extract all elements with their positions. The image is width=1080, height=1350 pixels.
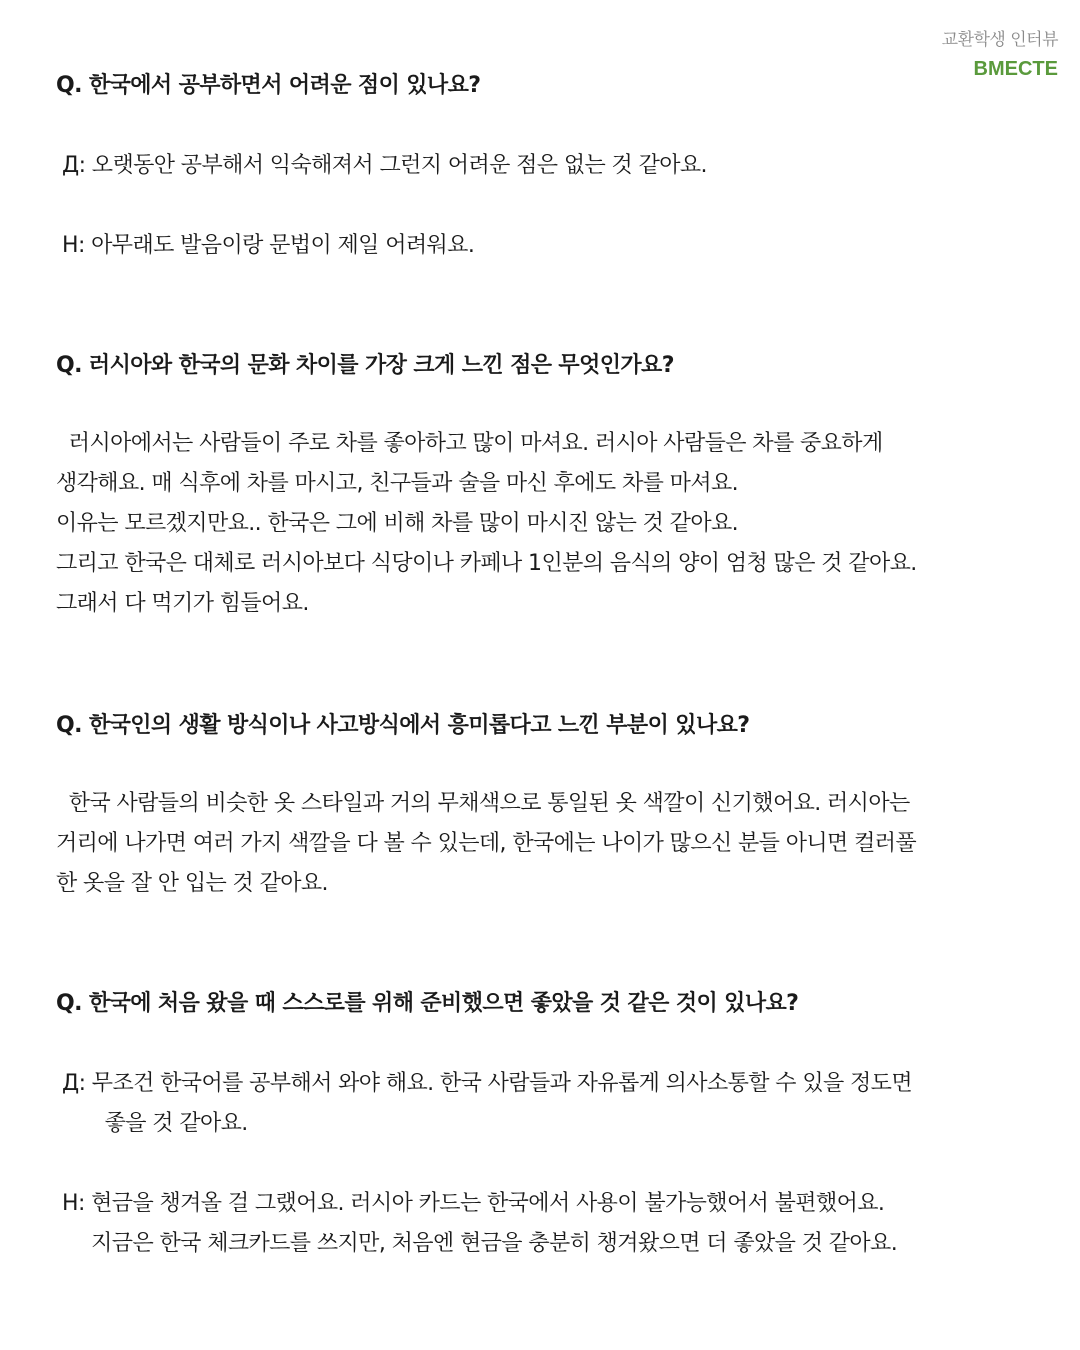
answer-4-h	[56, 1184, 1052, 1264]
speaker-label: H:	[62, 1191, 92, 1216]
header-tag	[942, 28, 1058, 82]
answer-2-paragraph	[56, 424, 1046, 624]
paragraph-line: 그래서 다 먹기가 힘들어요.	[56, 591, 309, 616]
answer-line: 무조건 한국어를 공부해서 와야 해요. 한국 사람들과 자유롭게 의사소통할 수 있을 정도면	[91, 1071, 912, 1096]
answer-4-d	[56, 1064, 1052, 1144]
answer-line: 아무래도 발음이랑 문법이 제일 어려워요.	[91, 233, 475, 258]
answer-1-d	[56, 146, 1052, 186]
header-subtitle: 교환학생 인터뷰	[941, 30, 1058, 50]
paragraph-line: 한국 사람들의 비슷한 옷 스타일과 거의 무채색으로 통일된 옷 색깔이 신기했어요. 러시아는	[56, 791, 910, 816]
speaker-label: Д:	[62, 153, 92, 178]
answer-line: 현금을 챙겨올 걸 그랬어요. 러시아 카드는 한국에서 사용이 불가능했어서 불편했어요.	[91, 1191, 885, 1216]
paragraph-line: 러시아에서는 사람들이 주로 차를 좋아하고 많이 마셔요. 러시아 사람들은 차를 중요하게	[56, 431, 883, 456]
answer-line: 좋을 것 같아요.	[91, 1111, 248, 1136]
paragraph-line: 이유는 모르겠지만요.. 한국은 그에 비해 차를 많이 마시진 않는 것 같아요.	[56, 511, 739, 536]
question-1: Q. 한국에서 공부하면서 어려운 점이 있나요?	[56, 73, 481, 98]
brand-logo-text: BMECTE	[973, 58, 1058, 80]
question-2: Q. 러시아와 한국의 문화 차이를 가장 크게 느낀 점은 무엇인가요?	[56, 353, 674, 378]
question-4: Q. 한국에 처음 왔을 때 스스로를 위해 준비했으면 좋았을 것 같은 것이 있나요?	[56, 991, 799, 1016]
answer-3-paragraph	[56, 784, 1046, 904]
paragraph-line: 거리에 나가면 여러 가지 색깔을 다 볼 수 있는데, 한국에는 나이가 많으신 분들 아니면 컬러풀	[56, 831, 917, 856]
question-3: Q. 한국인의 생활 방식이나 사고방식에서 흥미롭다고 느낀 부분이 있나요?	[56, 713, 750, 738]
paragraph-line: 그리고 한국은 대체로 러시아보다 식당이나 카페나 1인분의 음식의 양이 엄청 많은 것 같아요.	[56, 551, 917, 576]
answer-line: 지금은 한국 체크카드를 쓰지만, 처음엔 현금을 충분히 챙겨왔으면 더 좋았을 것 같아요.	[91, 1231, 898, 1256]
answer-1-h	[56, 226, 1052, 266]
answer-line: 오랫동안 공부해서 익숙해져서 그런지 어려운 점은 없는 것 같아요.	[91, 153, 707, 178]
speaker-label: Д:	[62, 1071, 92, 1096]
paragraph-line: 생각해요. 매 식후에 차를 마시고, 친구들과 술을 마신 후에도 차를 마셔요.	[56, 471, 739, 496]
speaker-label: H:	[62, 233, 92, 258]
paragraph-line: 한 옷을 잘 안 입는 것 같아요.	[56, 871, 328, 896]
